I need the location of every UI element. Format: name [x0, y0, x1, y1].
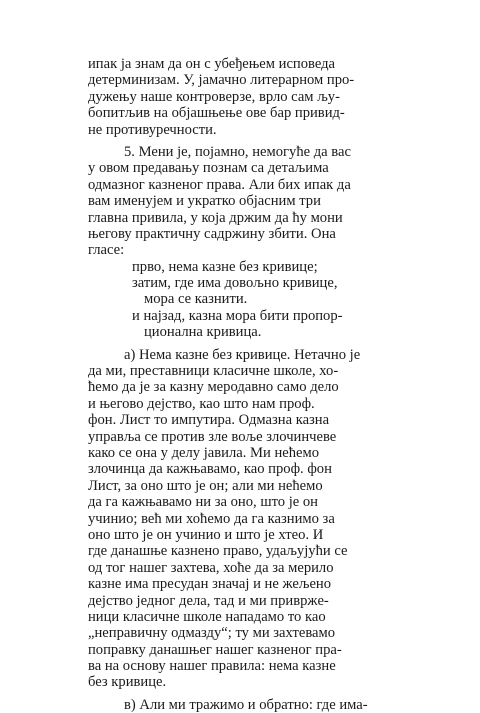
list-item: и најзад, казна мора бити пропор-	[132, 307, 343, 324]
text-line: како се она у делу јавила. Ми нећемо	[88, 444, 320, 461]
text-line: бопитљив на објашњење ове бар привид-	[88, 105, 345, 122]
text-line: и његово дејство, као што нам проф.	[88, 395, 315, 412]
text-line: управља се против зле воље злочинчеве	[88, 428, 337, 445]
paragraph-b	[88, 697, 394, 713]
paragraph-determinism	[88, 56, 394, 138]
paragraph-section-5	[88, 144, 394, 259]
text-line: казне има пресудан значај и не жељено	[88, 576, 332, 593]
text-line: гласе:	[88, 242, 125, 259]
principles-list	[88, 259, 394, 341]
list-item: мора се казнити.	[144, 291, 248, 308]
text-line: ници класичне школе нападамо то као	[88, 608, 326, 625]
text-line: ипак ја знам да он с убеђењем исповеда	[88, 56, 336, 72]
text-line: детерминизам. У, јамачно литерарном про-	[88, 72, 355, 89]
page-text	[88, 56, 394, 713]
text-line: „неправичну одмазду“; ту ми захтевамо	[88, 625, 336, 642]
text-line: злочинца да кажњавамо, као проф. фон	[88, 461, 332, 478]
text-line: да ми, преставници класичне школе, хо-	[88, 363, 339, 380]
text-line: ћемо да је за казну меродавно само дело	[88, 379, 339, 396]
list-item: прво, нема казне без кривице;	[132, 258, 318, 275]
text-line: ва на основу нашег правила: нема казне	[88, 658, 336, 675]
paragraph-a	[88, 347, 394, 691]
text-line: не противуречности.	[88, 121, 217, 138]
text-line: главна привила, у која држим да ћу мони	[88, 209, 343, 226]
text-line: дужењу наше контроверзе, врло сам љу-	[88, 88, 340, 105]
text-line: учинио; већ ми хоћемо да га казнимо за	[88, 510, 335, 527]
text-line: в) Али ми тражимо и обратно: где има-	[124, 696, 368, 713]
list-item: затим, где има довољно кривице,	[132, 275, 338, 292]
text-line: дејство једног дела, тад и ми привржe-	[88, 592, 329, 609]
text-line: његову практичну садржину збити. Она	[88, 225, 336, 242]
text-line: 5. Мени је, појамно, немогуће да вас	[124, 143, 351, 160]
text-line: а) Нема казне без кривице. Нетачно је	[124, 346, 361, 363]
text-line: вам именујем и укратко објасним три	[88, 193, 321, 210]
text-line: Лист, за оно што је он; али ми нећемо	[88, 477, 323, 494]
text-line: у овом предавању познам са детаљима	[88, 160, 329, 177]
text-line: да га кажњавамо ни за оно, што је он	[88, 494, 318, 511]
text-line: без кривице.	[88, 674, 167, 691]
text-line: оно што је он учинио и што је хтео. И	[88, 526, 324, 543]
text-line: где данашње казнено право, удаљујући се	[88, 543, 348, 560]
list-item: ционална кривица.	[144, 324, 262, 341]
text-line: од тог нашег захтева, хоће да за мерило	[88, 559, 334, 576]
text-line: одмазног казненог права. Али бих ипак да	[88, 176, 351, 193]
text-line: фон. Лист то импутира. Одмазна казна	[88, 412, 330, 429]
text-line: поправку данашњег нашег казненог пра-	[88, 641, 342, 658]
